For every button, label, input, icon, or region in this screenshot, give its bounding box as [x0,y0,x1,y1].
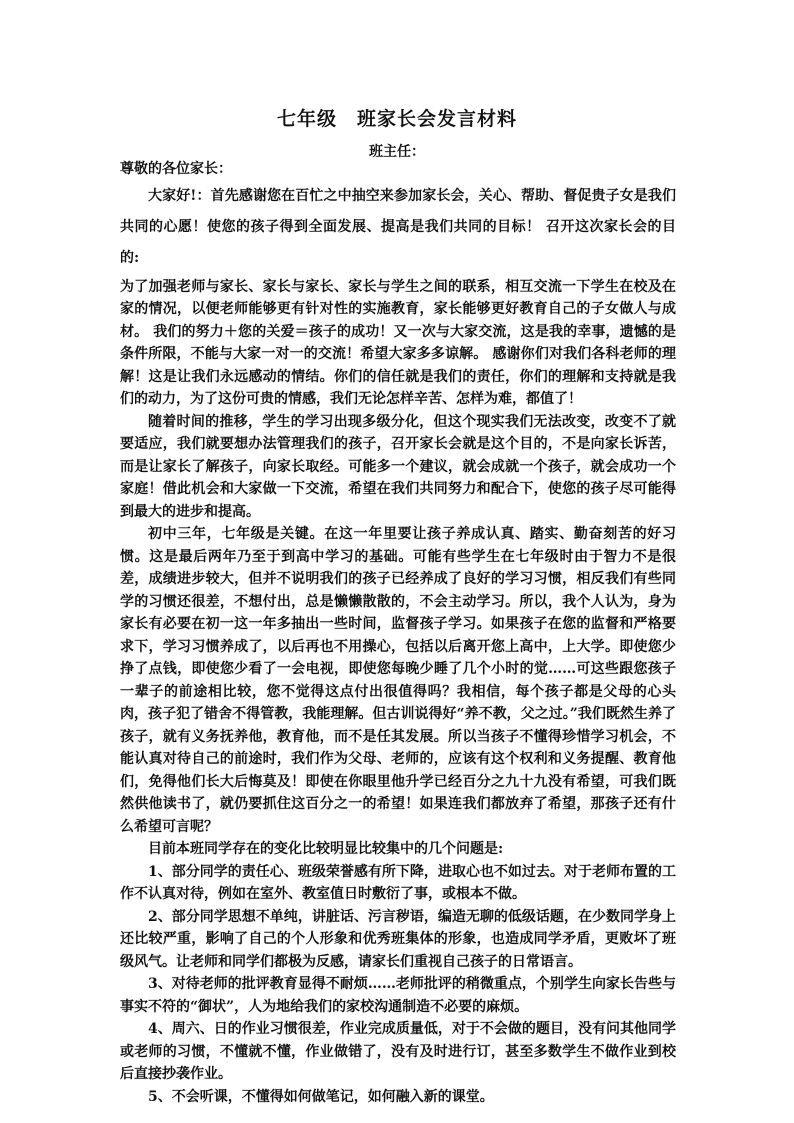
list-item-3: 3、对待老师的批评教育显得不耐烦……老师批评的稍微重点，个别学生向家长告些与事实不符的“御状”，人为地给我们的家校沟通制造不必要的麻烦。 [120,976,676,1015]
paragraph-problems-intro: 目前本班同学存在的变化比较明显比较集中的几个问题是: [148,841,504,857]
paragraph-time: 随着时间的推移，学生的学习出现多级分化，但这个现实我们无法改变，改变不了就要适应，我们就要想办法管理我们的孩子，召开家长会就是这个目的，不是向家长诉苦，而是让家长了解孩子，向家长取经。可能多一个建议，就会成就一个孩子，就会成功一个家庭！借此机会和大家做一下交流，希望在我们共同努力和配合下，使您的孩子尽可能得到最大的进步和提高。 [120,413,676,520]
list-item-4: 4、周六、日的作业习惯很差，作业完成质量低，对于不会做的题目，没有问其他同学或老师的习惯，不懂就不懂，作业做错了，没有及时进行订，甚至多数学生不做作业到校后直接抄袭作业。 [120,1021,676,1082]
page-subtitle: 班主任： [369,144,425,160]
document-body [120,158,676,1108]
page-title: 七年级 班家长会发言材料 [276,108,517,130]
paragraph-grade7: 初中三年，七年级是关键。在这一年里要让孩子养成认真、踏实、勤奋刻苦的好习惯。这是最后两年乃至于到高中学习的基础。可能有些学生在七年级时由于智力不是很差，成绩进步较大，但并不说明我们的孩子已经养成了良好的学习习惯，相反我们有些同学的习惯还很差，不想付出，总是懒懒散散的，不会主动学习。所以，我个人认为，身为家长有必要在初一这一年多抽出一些时间，监督孩子学习。如果孩子在您的监督和严格要求下，学习习惯养成了，以后再也不用操心，包括以后离开您上高中，上大学。即使您少挣了点钱，即使您少看了一会电视，即使您每晚少睡了几个小时的觉……可这些跟您孩子一辈子的前途相比较，您不觉得这点付出很值得吗？我相信，每个孩子都是父母的心头肉，孩子犯了错舍不得管教，我能理解。但古训说得好“养不教，父之过。”我们既然生养了孩子，就有义务抚养他，教育他，而不是任其发展。所以当孩子不懂得珍惜学习机会，不能认真对待自己的前途时，我们作为父母、老师的，应该有这个权利和义务提醒、教育他们，免得他们长大后悔莫及！即使在你眼里他升学已经百分之九十九没有希望，可我们既然供他读书了，就仍要抓住这百分之一的希望！如果连我们都放弃了希望，那孩子还有什么希望可言呢？ [120,526,676,835]
list-item-2: 2、部分同学思想不单纯，讲脏话、污言秽语，编造无聊的低级话题，在少数同学身上还比较严重，影响了自己的个人形象和优秀班集体的形象，也造成同学矛盾，更败坏了班级风气。让老师和同学们都极为反感，请家长们重视自己孩子的日常语言。 [120,908,676,970]
paragraph-greeting: 大家好!：首先感谢您在百忙之中抽空来参加家长会，关心、帮助、督促贵子女是我们共同的心愿！使您的孩子得到全面发展、提高是我们共同的目标！ 召开这次家长会的目的: [120,187,676,266]
paragraph-purpose: 为了加强老师与家长、家长与家长、家长与学生之间的联系，相互交流一下学生在校及在家的情况，以便老师能够更有针对性的实施教育，家长能够更好教育自己的子女做人与成材。 我们的努力＋您的关爱＝孩子的成功！又一次与大家交流，这是我的幸事，遗憾的是条件所限，不能与大家一对一的交流！希望大家多多谅解。 感谢你们对我们各科老师的理解！这是让我们永远感动的情结。你们的信任就是我们的责任，你们的理解和支持就是我们的动力，为了这份可贵的情感，我们无论怎样辛苦、怎样为难，都值了！ [120,278,676,407]
list-item-5: 5、不会听课，不懂得如何做笔记，如何融入新的课堂。 [148,1088,494,1105]
list-item-1: 1、部分同学的责任心、班级荣誉感有所下降，进取心也不如过去。对于老师布置的工作不认真对待，例如在室外、教室值日时敷衍了事，或根本不做。 [120,863,676,902]
salutation: 尊敬的各位家长： [120,161,232,177]
